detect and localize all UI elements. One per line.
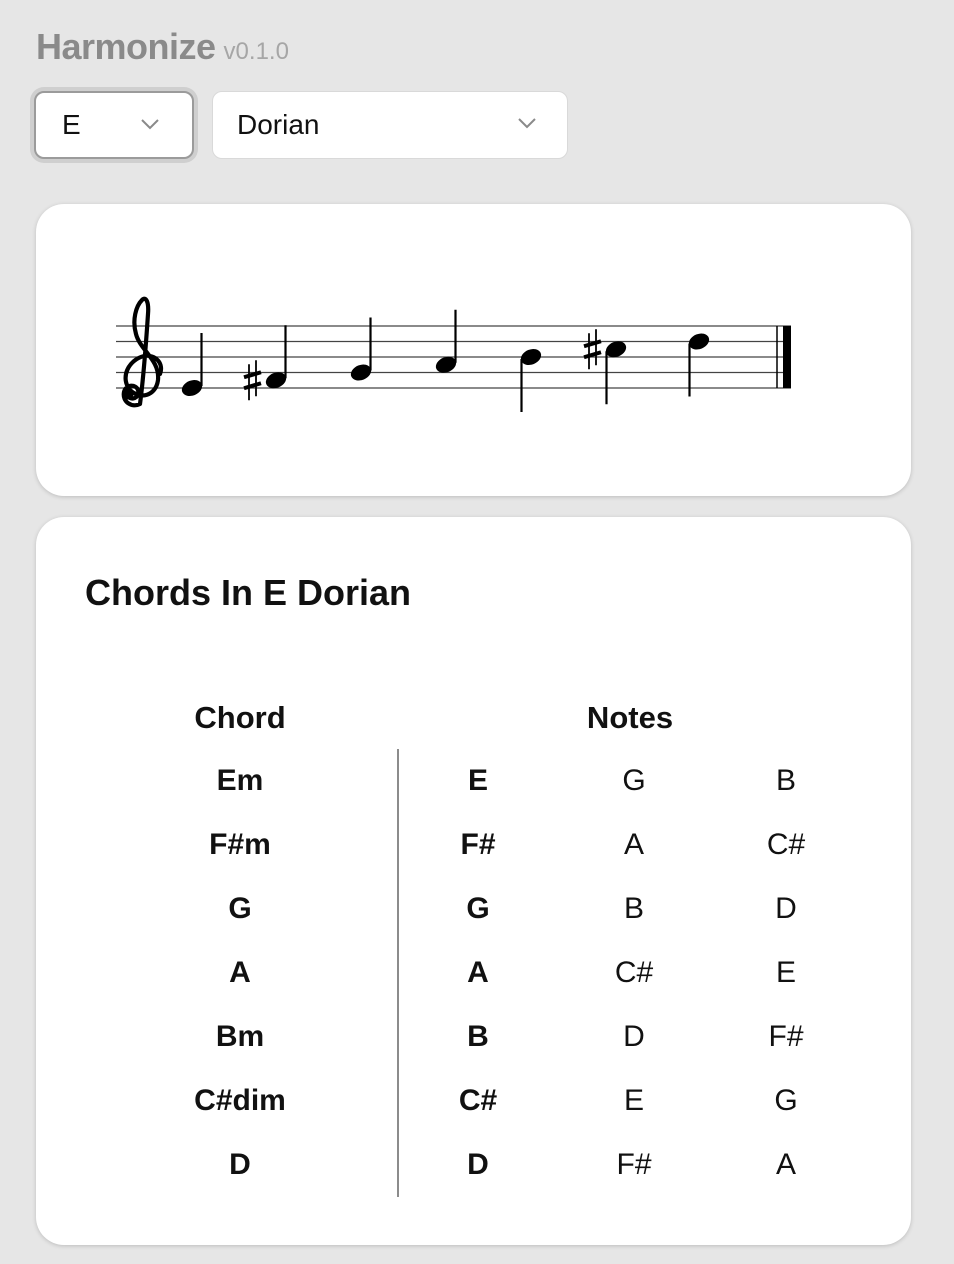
chord-root-note-cell: G (466, 892, 490, 925)
scale-notation-card (36, 204, 911, 496)
chord-note-cell: B (623, 892, 645, 925)
chord-root-note-cell: C# (458, 1084, 498, 1117)
key-select-value: E (62, 109, 81, 140)
chord-column-header: Chord (194, 700, 286, 735)
chord-note-cell: D (775, 892, 797, 925)
staff-note (686, 331, 711, 397)
staff-note (584, 329, 629, 404)
chord-name-cell: C#dim (194, 1084, 286, 1117)
chord-note-cell: G (622, 764, 646, 797)
chord-root-note-cell: E (467, 764, 489, 797)
staff-note (518, 346, 543, 412)
chord-name-cell: Em (216, 764, 264, 797)
chord-note-cell: G (774, 1084, 798, 1117)
chord-note-cell: A (623, 828, 645, 861)
chord-root-note-cell: B (467, 1020, 489, 1053)
treble-clef-icon (123, 299, 162, 405)
chord-name-cell: D (229, 1148, 251, 1181)
chord-note-cell: D (623, 1020, 645, 1053)
chord-name-cell: A (229, 956, 251, 989)
chord-name-cell: G (228, 892, 252, 925)
mode-select-value: Dorian (237, 109, 320, 140)
sharp-icon (244, 360, 261, 400)
staff-note (179, 333, 204, 399)
notes-column-header: Notes (586, 700, 674, 735)
chevron-down-icon (517, 116, 537, 130)
chord-note-cell: F# (616, 1148, 652, 1181)
chord-root-note-cell: F# (460, 828, 496, 861)
chord-note-cell: F# (768, 1020, 804, 1053)
chords-title: Chords In E Dorian (85, 572, 412, 613)
mode-select[interactable] (212, 91, 568, 159)
chord-note-cell: C# (614, 956, 654, 989)
chord-note-cell: E (623, 1084, 645, 1117)
chord-root-note-cell: D (467, 1148, 489, 1181)
staff-note (433, 310, 458, 376)
staff-note (348, 318, 373, 384)
chord-table (36, 517, 911, 1245)
chord-root-note-cell: A (467, 956, 489, 989)
chord-note-cell: E (775, 956, 797, 989)
chord-note-cell: B (775, 764, 797, 797)
staff-note (244, 325, 289, 400)
thick-barline (783, 326, 791, 388)
chevron-down-icon (140, 117, 160, 131)
chords-card (36, 517, 911, 1245)
sharp-icon (584, 329, 601, 369)
chord-note-cell: C# (766, 828, 806, 861)
clef-dot (123, 389, 134, 400)
chord-note-cell: A (775, 1148, 797, 1181)
key-select[interactable] (34, 91, 194, 159)
staff-notes (179, 310, 711, 412)
scale-staff (36, 204, 911, 496)
app-title (36, 26, 289, 68)
app-name: Harmonize (36, 26, 216, 67)
app-version: v0.1.0 (223, 38, 289, 65)
chord-name-cell: Bm (215, 1020, 265, 1053)
chord-name-cell: F#m (209, 828, 271, 861)
column-divider (397, 749, 399, 1197)
